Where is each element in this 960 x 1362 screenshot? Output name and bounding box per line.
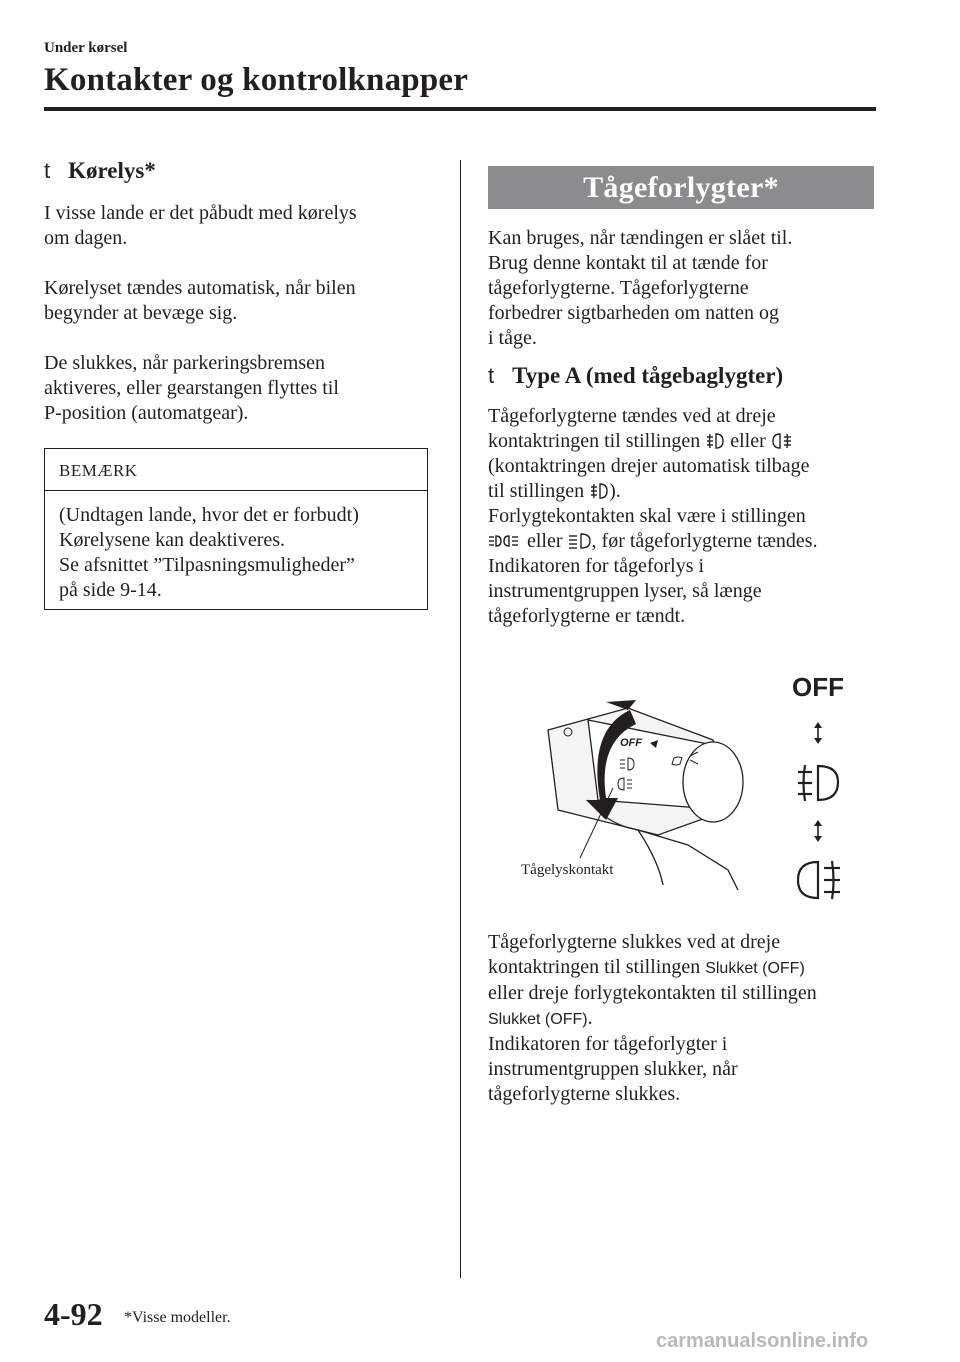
heading-text: Type A (med tågebaglygter)	[512, 363, 784, 388]
headlight-icon	[568, 531, 592, 551]
paragraph	[44, 276, 356, 326]
text-line: Slukket (OFF).	[488, 1007, 593, 1029]
text-line: I visse lande er det påbudt med kørelys	[44, 202, 357, 224]
text-line: forbedrer sigtbarheden om natten og	[488, 302, 780, 324]
off-label: OFF	[792, 672, 844, 702]
rear-fog-light-icon	[771, 431, 793, 451]
text-line: eller , før tågeforlygterne tændes.	[488, 529, 878, 554]
paragraph	[44, 201, 357, 251]
double-arrow-icon	[814, 722, 822, 744]
note-box	[44, 448, 428, 610]
text-line: P-position (automatgear).	[44, 402, 249, 424]
section-banner: Tågeforlygter*	[488, 166, 874, 209]
text-line: på side 9-14.	[59, 579, 162, 601]
text-line: tågeforlygterne er tændt.	[488, 605, 686, 627]
page-title: Kontakter og kontrolknapper	[44, 62, 469, 98]
text-line: De slukkes, når parkeringsbremsen	[44, 352, 326, 374]
footnote: *Visse modeller.	[124, 1309, 231, 1326]
column-divider	[460, 160, 461, 1278]
text-line: om dagen.	[44, 227, 128, 249]
double-arrow-icon	[814, 820, 822, 842]
front-fog-light-icon	[589, 481, 609, 501]
note-heading: BEMÆRK	[45, 449, 427, 491]
text-line: Indikatoren for tågeforlys i	[488, 555, 705, 577]
watermark: carmanualsonline.info	[656, 1330, 869, 1352]
text-line: (kontaktringen drejer automatisk tilbage	[488, 455, 810, 477]
section-heading-korelys	[44, 158, 156, 184]
front-fog-light-icon	[798, 765, 838, 801]
rear-fog-light-icon	[798, 861, 840, 899]
paragraph	[488, 226, 792, 351]
text-line: instrumentgruppen lyser, så længe	[488, 580, 762, 602]
text-line: instrumentgruppen slukker, når	[488, 1058, 738, 1080]
paragraph	[44, 351, 339, 426]
figure-caption: Tågelyskontakt	[521, 862, 614, 878]
note-body	[59, 503, 421, 603]
heading-text: Kørelys*	[68, 158, 156, 183]
paragraph	[488, 404, 878, 629]
page-number: 4-92	[44, 1296, 103, 1332]
text-line: kontaktringen til stillingen Slukket (OFF)	[488, 956, 805, 978]
text-line: Se afsnittet ”Tilpasningsmuligheder”	[59, 554, 355, 576]
heading-bullet: t	[488, 363, 495, 388]
text-line: eller dreje forlygtekontakten til stillingen	[488, 982, 817, 1004]
text-line: til stillingen ).	[488, 480, 621, 502]
text-line: begynder at bevæge sig.	[44, 302, 238, 324]
text-line: tågeforlygterne slukkes.	[488, 1083, 681, 1105]
heading-bullet: t	[44, 158, 51, 183]
text-line: tågeforlygterne. Tågeforlygterne	[488, 277, 749, 299]
text-line: Brug denne kontakt til at tænde for	[488, 252, 768, 274]
fog-light-switch-figure	[488, 660, 878, 910]
front-fog-light-icon	[705, 431, 725, 451]
text-line: Kørelyset tændes automatisk, når bilen	[44, 277, 356, 299]
text-line: Indikatoren for tågeforlygter i	[488, 1033, 728, 1055]
light-stalk-illustration	[488, 660, 878, 910]
section-heading-type-a	[488, 363, 783, 389]
paragraph	[488, 930, 878, 1107]
off-position-label: Slukket (OFF)	[705, 960, 805, 977]
text-line: Kørelysene kan deaktiveres.	[59, 529, 286, 551]
text-line: kontaktringen til stillingen eller	[488, 429, 878, 454]
text-line: aktiveres, eller gearstangen flyttes til	[44, 377, 339, 399]
text-line: Tågeforlygterne slukkes ved at dreje	[488, 931, 781, 953]
parking-light-icon	[488, 531, 522, 551]
stalk-off-label: OFF	[620, 737, 642, 749]
breadcrumb: Under kørsel	[44, 40, 128, 56]
title-rule	[44, 107, 876, 111]
off-position-label: Slukket (OFF)	[488, 1011, 588, 1028]
text-line: Tågeforlygterne tændes ved at dreje	[488, 405, 776, 427]
text-line: i tåge.	[488, 327, 537, 349]
text-line: Kan bruges, når tændingen er slået til.	[488, 227, 793, 249]
text-line: (Undtagen lande, hvor det er forbudt)	[59, 504, 359, 526]
text-line: Forlygtekontakten skal være i stillingen	[488, 505, 806, 527]
